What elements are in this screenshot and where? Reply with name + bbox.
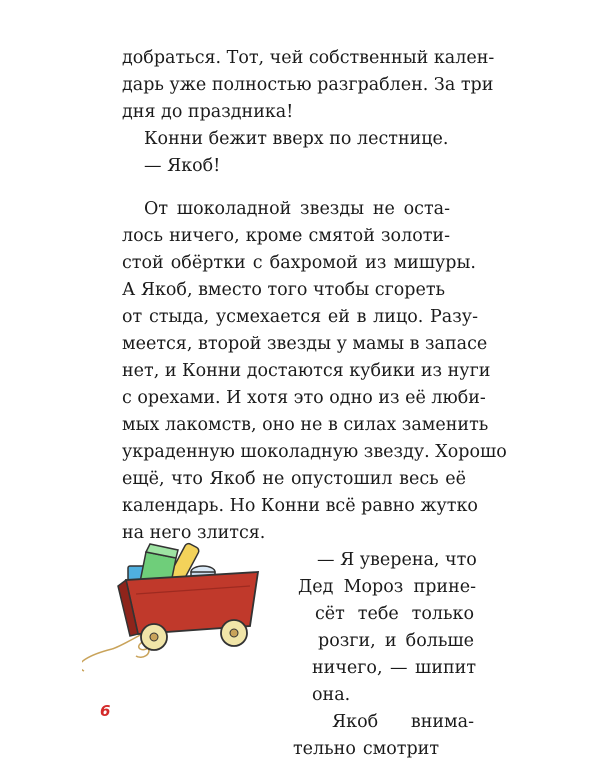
text-line: А Якоб, вместо того чтобы сгореть	[122, 280, 446, 300]
text-line: ничего, — шипит	[312, 658, 476, 678]
text-line: нет, и Конни достаются кубики из нуги	[122, 361, 491, 381]
text-line: календарь. Но Конни всё равно жутко	[122, 496, 478, 516]
text-line: дарь уже полностью разграблен. За три	[122, 75, 494, 95]
text-line: она.	[312, 685, 351, 705]
text-line: Якоб внима-	[332, 712, 474, 732]
text-line: дня до праздника!	[122, 102, 294, 122]
text-line: розги, и больше	[318, 631, 474, 651]
text-line: стой обёртки с бахромой из мишуры.	[122, 253, 476, 273]
text-line: ещё, что Якоб не опустошил весь её	[122, 469, 466, 489]
text-line: на него злится.	[122, 523, 266, 543]
text-line: с орехами. И хотя это одно из её люби-	[122, 388, 486, 408]
toy-wagon-illustration	[82, 536, 292, 676]
text-line: От шоколадной звезды не оста-	[144, 199, 450, 219]
page-number: 6	[100, 702, 111, 720]
text-line: — Я уверена, что	[317, 550, 477, 570]
text-line: меется, второй звезды у мамы в запасе	[122, 334, 488, 354]
text-line: добраться. Тот, чей собственный кален-	[122, 48, 495, 68]
text-line: украденную шоколадную звезду. Хорошо	[122, 442, 507, 462]
text-line: — Якоб!	[144, 156, 221, 176]
text-line: Конни бежит вверх по лестнице.	[144, 129, 449, 149]
text-line: тельно смотрит	[293, 739, 439, 759]
text-line: лось ничего, кроме смятой золоти-	[122, 226, 450, 246]
text-line: сёт тебе только	[315, 604, 474, 624]
text-line: мых лакомств, оно не в силах заменить	[122, 415, 489, 435]
text-line: от стыда, усмехается ей в лицо. Разу-	[122, 307, 478, 327]
text-line: Дед Мороз прине-	[298, 577, 476, 597]
